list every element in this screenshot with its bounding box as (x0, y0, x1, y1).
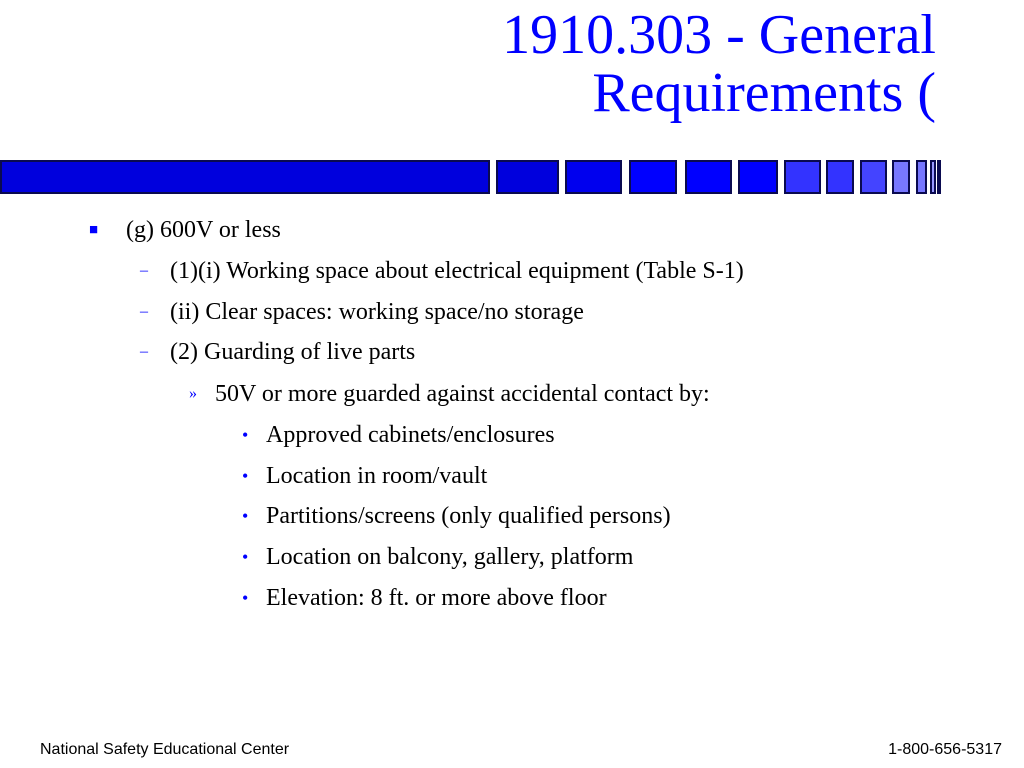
bullet-text: (g) 600V or less (126, 217, 281, 243)
bar-segment (826, 160, 854, 194)
bullet-text: (2) Guarding of live parts (170, 339, 416, 365)
bar-segment (892, 160, 910, 194)
bar-segment (784, 160, 821, 194)
bar-segment (0, 160, 490, 194)
bar-segment (685, 160, 732, 194)
bar-segment (565, 160, 622, 194)
bar-segment (496, 160, 559, 194)
bar-segment (937, 160, 941, 194)
bar-segment (930, 160, 936, 194)
decorative-bar (0, 160, 940, 194)
bar-segment (738, 160, 778, 194)
bullet-marker-dot: • (242, 425, 249, 445)
bullet-text: Location in room/vault (266, 463, 488, 489)
title-line-1: 1910.303 - General (502, 4, 936, 66)
bullet-marker-dash: – (140, 262, 148, 279)
bullet-text: 50V or more guarded against accidental contact by: (215, 381, 710, 407)
title-line-2: Requirements ( (592, 62, 936, 124)
bullet-marker-dash: – (140, 303, 148, 320)
bullet-text: (1)(i) Working space about electrical equipment (Table S-1) (170, 258, 744, 284)
bar-segment (860, 160, 887, 194)
bullet-marker-dot: • (242, 547, 249, 567)
footer-right: 1-800-656-5317 (888, 741, 1002, 758)
bullet-marker-dot: • (242, 588, 249, 608)
bar-segment (629, 160, 677, 194)
bullet-text: Location on balcony, gallery, platform (266, 544, 634, 570)
slide-title (236, 6, 936, 122)
bullet-text: Approved cabinets/enclosures (266, 422, 555, 448)
bullet-marker-guillemet: » (189, 385, 197, 402)
footer-left: National Safety Educational Center (40, 741, 290, 758)
bullet-marker-dot: • (242, 466, 249, 486)
bullet-marker-dash: – (140, 343, 148, 360)
bar-segment (916, 160, 927, 194)
bullet-text: Partitions/screens (only qualified persons) (266, 503, 671, 529)
bullet-marker-square: ■ (89, 222, 99, 238)
bullet-marker-dot: • (242, 506, 249, 526)
bullet-text: (ii) Clear spaces: working space/no storage (170, 299, 584, 325)
bullet-text: Elevation: 8 ft. or more above floor (266, 585, 607, 611)
